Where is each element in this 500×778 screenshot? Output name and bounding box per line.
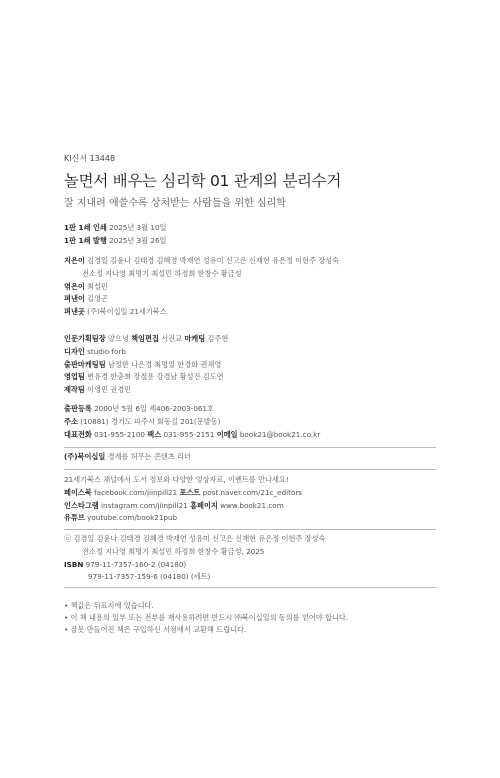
staff-row: 제작팀 이영민 권경민 xyxy=(64,385,132,395)
facebook-link: facebook.com/jiinpill21 xyxy=(94,487,178,497)
address-row: 주소 (10881) 경기도 파주시 회동길 201(문발동) xyxy=(64,416,221,426)
copyright-holders-continued: 전소정 지나영 최명기 최설민 하정희 한창수 황금성, 2025 xyxy=(82,546,265,556)
homepage-link: www.book21.com xyxy=(220,500,284,510)
staff-row: 영업팀 변유경 한충희 장철용 강경남 황성진 김도연 xyxy=(64,372,224,382)
post-link: post.naver.com/21c_editors xyxy=(202,487,303,497)
publisher-person: 펴낸이 김영곤 xyxy=(64,294,108,304)
channel-row: 페이스북 facebook.com/jiinpill21 포스트 post.naver.com/21c_editors xyxy=(64,487,303,497)
divider xyxy=(64,587,436,588)
isbn-set-row: 979-11-7357-159-6 (04180) (세트) xyxy=(88,572,211,582)
registration-row: 출판등록 2000년 5월 6일 제406-2003-061호 xyxy=(64,404,215,413)
staff-row: 디자인 studio forb xyxy=(64,346,126,356)
copyright xyxy=(64,533,464,584)
instagram-link: instagram.com/jiinpill21 xyxy=(101,500,188,510)
edition-info xyxy=(64,222,464,248)
divider xyxy=(64,469,436,470)
youtube-link: youtube.com/book21pub xyxy=(87,513,178,523)
authors-continued: 전소정 지나영 최명기 최설민 하정희 한창수 황금성 xyxy=(82,268,242,278)
isbn-row: ISBN 979-11-7357-160-2 (04180) xyxy=(64,559,187,569)
book-title: 놀면서 배우는 심리학 01 관계의 분리수거 xyxy=(64,172,342,190)
notes xyxy=(64,600,464,636)
note-item: • 이 책 내용의 일부 또는 전부를 재사용하려면 반드시 ㈜북이십일의 동의를 얻어야 합니다. xyxy=(64,613,349,622)
edition-row: 1판 1쇄 인쇄 2025년 3월 10일 xyxy=(64,223,167,232)
brand-row: (주)북이십일 경계를 허무는 콘텐츠 리더 xyxy=(64,452,191,461)
channel-row: 유튜브 youtube.com/book21pub xyxy=(64,513,178,523)
editor: 엮은이 최설민 xyxy=(64,281,108,291)
note-item: • 잘못 만들어진 책은 구입하신 서점에서 교환해 드립니다. xyxy=(64,625,247,634)
registration xyxy=(64,403,464,441)
divider xyxy=(64,529,436,530)
edition-row: 1판 1쇄 발행 2025년 3월 26일 xyxy=(64,235,167,245)
channels xyxy=(64,474,464,525)
publisher: 펴낸곳 (주)북이십일 21세기북스 xyxy=(64,307,167,317)
book-subtitle: 잘 지내려 애쓸수록 상처받는 사람들을 위한 심리학 xyxy=(64,198,286,209)
staff-row: 인문기획팀장 양으녕 책임편집 서진교 마케팅 김주현 xyxy=(64,334,229,343)
credits xyxy=(64,255,464,319)
contact-row: 대표전화 031-955-2100 팩스 031-955-2151 이메일 book21@book21.co.kr xyxy=(64,429,321,439)
authors: 지은이 김경일 김윤나 김태경 김혜경 박재연 성유미 신고은 신재현 유은정 이헌주 장성숙 xyxy=(64,256,340,265)
note-item: • 책값은 뒤표지에 있습니다. xyxy=(64,601,154,610)
channels-intro: 21세기북스 채널에서 도서 정보와 다양한 영상자료, 이벤트를 만나세요! xyxy=(64,475,289,484)
staff-row: 출판마케팅팀 남정한 나은경 최명열 한경화 권채영 xyxy=(64,359,222,369)
copyright-holders: ⓒ 김경일 김윤나 김태경 김혜경 박재연 성유미 신고은 신재현 유은정 이헌주 장성숙 xyxy=(64,534,326,543)
divider xyxy=(64,447,436,448)
channel-row: 인스타그램 instagram.com/jiinpill21 홈페이지 www.book21.com xyxy=(64,500,284,510)
staff xyxy=(64,333,464,397)
series-number: KI신서 13448 xyxy=(64,154,116,163)
brand xyxy=(64,451,464,464)
